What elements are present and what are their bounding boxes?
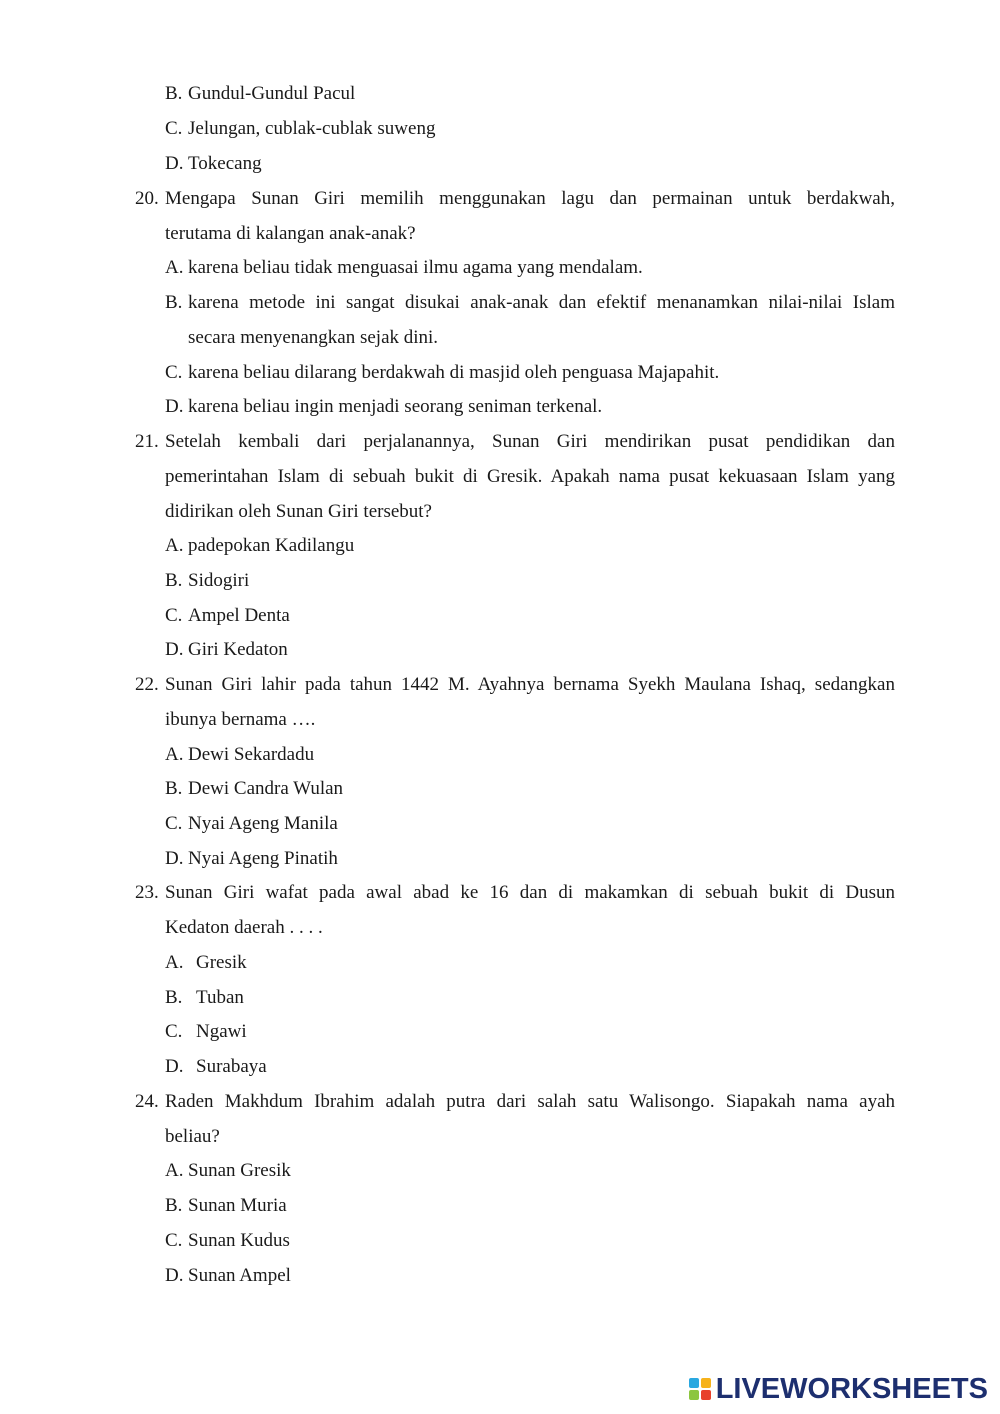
question-24-cont — [0, 1119, 1000, 1154]
option-text: Sidogiri — [188, 570, 250, 591]
option-letter: B. — [165, 570, 183, 591]
option-letter: D. — [165, 1265, 184, 1286]
question-20-cont — [0, 216, 1000, 251]
option-text: karena beliau dilarang berdakwah di masjid oleh penguasa Majapahit. — [188, 362, 720, 383]
option-text: Ampel Denta — [188, 605, 290, 626]
option-text: Surabaya — [196, 1056, 267, 1077]
option-letter: B. — [165, 987, 183, 1008]
liveworksheets-logo[interactable] — [689, 1374, 988, 1404]
option-text: Tuban — [196, 987, 244, 1008]
logo-text: LIVEWORKSHEETS — [715, 1372, 988, 1405]
question-number: 20. — [135, 188, 159, 209]
option-letter: D. — [165, 1056, 184, 1077]
option-letter: A. — [165, 744, 184, 765]
question-20 — [0, 181, 1000, 216]
question-text: Sunan Giri wafat pada awal abad ke 16 dan di makamkan di sebuah bukit di Dusun — [165, 882, 895, 903]
option-letter: B. — [165, 292, 183, 313]
question-text: Sunan Giri lahir pada tahun 1442 M. Ayahnya bernama Syekh Maulana Ishaq, sedangkan — [165, 674, 895, 695]
list-item — [0, 355, 1000, 390]
option-text: Tokecang — [188, 153, 262, 174]
option-letter: B. — [165, 778, 183, 799]
option-text — [165, 285, 895, 320]
list-item — [0, 632, 1000, 667]
list-item — [0, 1188, 1000, 1223]
question-number: 23. — [135, 882, 159, 903]
option-letter: A. — [165, 257, 184, 278]
logo-mark-icon — [689, 1378, 711, 1400]
option-text: Nyai Ageng Manila — [188, 813, 338, 834]
list-item — [0, 841, 1000, 876]
option-text: Sunan Muria — [188, 1195, 287, 1216]
question-23 — [0, 875, 1000, 910]
option-letter: C. — [165, 1021, 183, 1042]
option-text: padepokan Kadilangu — [188, 535, 355, 556]
option-letter: B. — [165, 83, 183, 104]
question-text: terutama di kalangan anak-anak? — [165, 223, 416, 244]
option-text: karena beliau ingin menjadi seorang seniman terkenal. — [188, 396, 603, 417]
option-text: Nyai Ageng Pinatih — [188, 848, 338, 869]
question-22 — [0, 667, 1000, 702]
question-number: 22. — [135, 674, 159, 695]
option-letter: B. — [165, 1195, 183, 1216]
option-letter: C. — [165, 362, 183, 383]
question-text: Kedaton daerah . . . . — [165, 917, 323, 938]
option-letter: C. — [165, 1230, 183, 1251]
logo-square-icon — [701, 1378, 711, 1388]
option-letter: C. — [165, 605, 183, 626]
question-22-cont — [0, 702, 1000, 737]
list-item — [0, 945, 1000, 980]
list-item — [0, 737, 1000, 772]
option-letter: D. — [165, 639, 184, 660]
question-23-cont — [0, 910, 1000, 945]
option-text: Jelungan, cublak-cublak suweng — [188, 118, 436, 139]
list-item — [0, 285, 1000, 320]
list-item — [0, 250, 1000, 285]
list-item — [0, 389, 1000, 424]
option-text: Sunan Ampel — [188, 1265, 291, 1286]
list-item — [0, 528, 1000, 563]
question-number: 24. — [135, 1091, 159, 1112]
question-21-cont — [0, 459, 1000, 494]
list-item-cont — [0, 320, 1000, 355]
option-text: Dewi Sekardadu — [188, 744, 315, 765]
option-text: Giri Kedaton — [188, 639, 288, 660]
list-item — [0, 563, 1000, 598]
option-letter: D. — [165, 848, 184, 869]
option-letter: C. — [165, 118, 183, 139]
option-text: Ngawi — [196, 1021, 247, 1042]
option-text: secara menyenangkan sejak dini. — [188, 327, 439, 348]
option-text: Dewi Candra Wulan — [188, 778, 344, 799]
list-item — [0, 146, 1000, 181]
option-letter: D. — [165, 153, 184, 174]
list-item — [0, 1014, 1000, 1049]
question-text: Raden Makhdum Ibrahim adalah putra dari salah satu Walisongo. Siapakah nama ayah — [165, 1091, 895, 1112]
option-text: karena beliau tidak menguasai ilmu agama yang mendalam. — [188, 257, 643, 278]
question-21 — [0, 424, 1000, 459]
option-text: Gresik — [196, 952, 247, 973]
question-text: beliau? — [165, 1126, 220, 1147]
list-item — [0, 1049, 1000, 1084]
list-item — [0, 806, 1000, 841]
question-text: pemerintahan Islam di sebuah bukit di Gresik. Apakah nama pusat kekuasaan Islam yang — [165, 466, 895, 487]
question-24 — [0, 1084, 1000, 1119]
list-item — [0, 598, 1000, 633]
option-letter: A. — [165, 1160, 184, 1181]
question-text: ibunya bernama …. — [165, 709, 316, 730]
option-letter: A. — [165, 952, 184, 973]
option-letter: D. — [165, 396, 184, 417]
option-letter: A. — [165, 535, 184, 556]
question-21-cont — [0, 494, 1000, 529]
option-text: Gundul-Gundul Pacul — [188, 83, 356, 104]
option-text: Sunan Gresik — [188, 1160, 291, 1181]
logo-square-icon — [689, 1390, 699, 1400]
list-item — [0, 76, 1000, 111]
list-item — [0, 771, 1000, 806]
question-number: 21. — [135, 431, 159, 452]
logo-square-icon — [701, 1390, 711, 1400]
logo-square-icon — [689, 1378, 699, 1388]
list-item — [0, 1153, 1000, 1188]
option-text-line: karena metode ini sangat disukai anak-anak dan efektif menanamkan nilai-nilai Islam — [188, 292, 895, 313]
list-item — [0, 1258, 1000, 1293]
option-text: Sunan Kudus — [188, 1230, 290, 1251]
question-text: Setelah kembali dari perjalanannya, Sunan Giri mendirikan pusat pendidikan dan — [165, 431, 895, 452]
question-text: didirikan oleh Sunan Giri tersebut? — [165, 501, 432, 522]
list-item — [0, 1223, 1000, 1258]
question-text: Mengapa Sunan Giri memilih menggunakan lagu dan permainan untuk berdakwah, — [165, 188, 895, 209]
list-item — [0, 111, 1000, 146]
list-item — [0, 980, 1000, 1015]
option-letter: C. — [165, 813, 183, 834]
